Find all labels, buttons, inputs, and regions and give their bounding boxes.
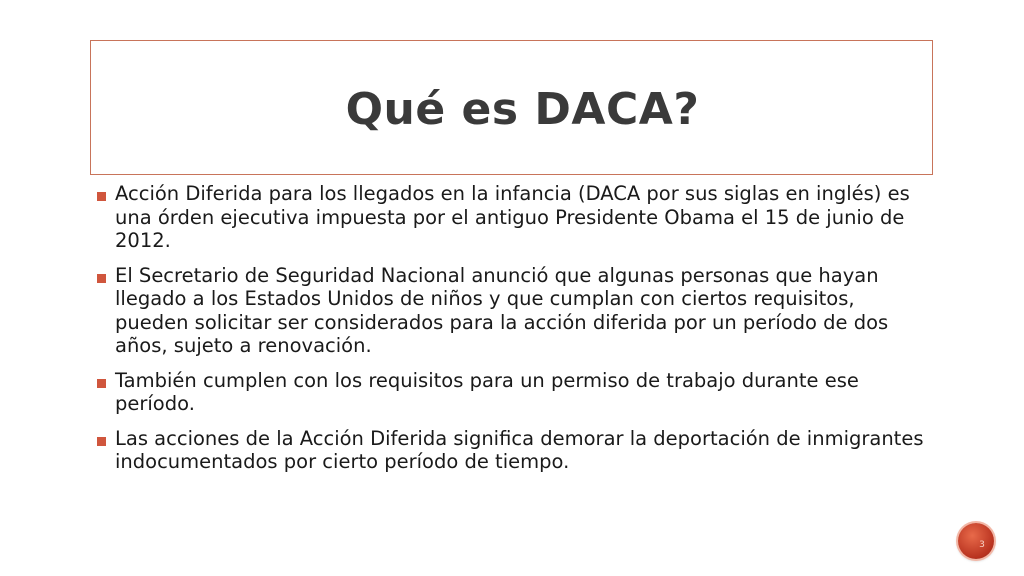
- bullet-item: [97, 369, 937, 416]
- square-bullet-icon: [97, 274, 106, 283]
- slide-number-badge: [958, 523, 994, 559]
- bullet-item: [97, 182, 937, 253]
- bullet-list: [97, 182, 937, 485]
- square-bullet-icon: [97, 379, 106, 388]
- slide-title: Qué es DACA?: [345, 84, 700, 135]
- bullet-item: [97, 264, 937, 358]
- slide-number: 3: [979, 540, 985, 550]
- title-box: [90, 40, 933, 175]
- bullet-text: También cumplen con los requisitos para un permiso de trabajo durante ese período.: [115, 368, 859, 415]
- square-bullet-icon: [97, 437, 106, 446]
- bullet-text: Las acciones de la Acción Diferida significa demorar la deportación de inmigrantes indocumentados por cierto período de tiempo.: [115, 426, 924, 473]
- bullet-item: [97, 427, 937, 474]
- square-bullet-icon: [97, 192, 106, 201]
- bullet-text: El Secretario de Seguridad Nacional anunció que algunas personas que hayan llegado a los Estados Unidos de niños y que cumplan con ciertos requisitos, pueden solicitar ser considerados para la acción diferida por un período de dos años, sujeto a renovación.: [115, 263, 889, 357]
- bullet-text: Acción Diferida para los llegados en la infancia (DACA por sus siglas en inglés) es una órden ejecutiva impuesta por el antiguo Presidente Obama el 15 de junio de 2012.: [115, 182, 910, 252]
